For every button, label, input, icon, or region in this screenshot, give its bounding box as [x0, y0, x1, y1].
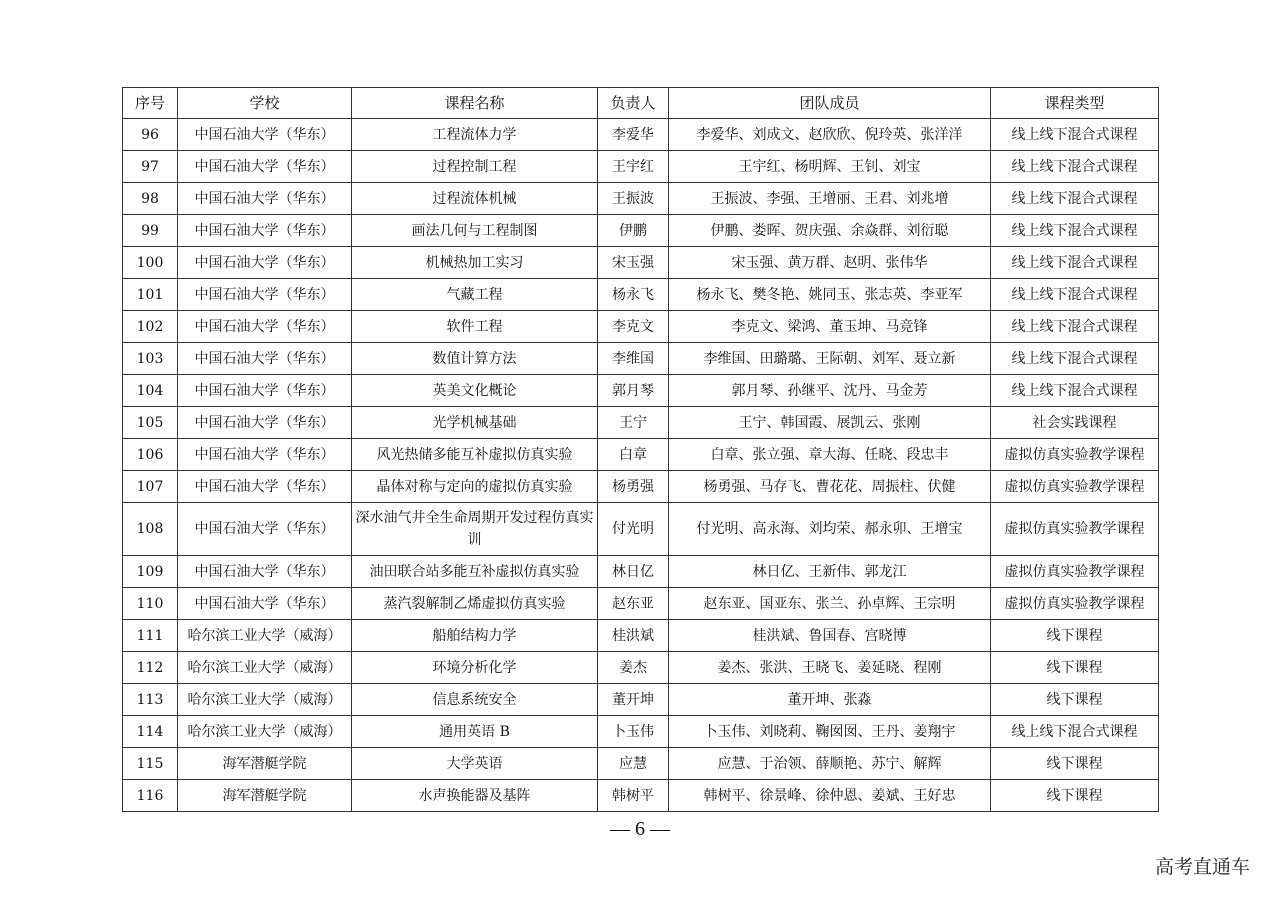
cell-lead: 董开坤	[598, 684, 669, 716]
header-school: 学校	[178, 88, 352, 119]
table-header-row	[123, 88, 1159, 119]
cell-index: 100	[123, 247, 178, 279]
cell-index: 99	[123, 215, 178, 247]
cell-school: 中国石油大学（华东）	[178, 375, 352, 407]
cell-course-name: 深水油气井全生命周期开发过程仿真实训	[352, 503, 598, 556]
cell-lead: 李维国	[598, 343, 669, 375]
table-row	[123, 780, 1159, 812]
cell-school: 哈尔滨工业大学（威海）	[178, 716, 352, 748]
table-row	[123, 247, 1159, 279]
cell-team-members: 应慧、于治领、薛顺艳、苏宁、解辉	[669, 748, 991, 780]
cell-index: 111	[123, 620, 178, 652]
cell-course-type: 线上线下混合式课程	[991, 151, 1159, 183]
cell-team-members: 宋玉强、黄万群、赵明、张伟华	[669, 247, 991, 279]
cell-index: 106	[123, 439, 178, 471]
table-row	[123, 279, 1159, 311]
header-lead: 负责人	[598, 88, 669, 119]
watermark: 高考直通车	[1154, 856, 1250, 878]
table-row	[123, 684, 1159, 716]
cell-lead: 郭月琴	[598, 375, 669, 407]
cell-course-type: 线下课程	[991, 620, 1159, 652]
cell-school: 中国石油大学（华东）	[178, 343, 352, 375]
cell-index: 97	[123, 151, 178, 183]
cell-school: 中国石油大学（华东）	[178, 588, 352, 620]
cell-course-name: 蒸汽裂解制乙烯虚拟仿真实验	[352, 588, 598, 620]
cell-team-members: 姜杰、张洪、王晓飞、姜延晓、程刚	[669, 652, 991, 684]
cell-course-name: 英美文化概论	[352, 375, 598, 407]
cell-index: 104	[123, 375, 178, 407]
cell-school: 中国石油大学（华东）	[178, 311, 352, 343]
cell-index: 113	[123, 684, 178, 716]
cell-lead: 桂洪斌	[598, 620, 669, 652]
cell-index: 109	[123, 556, 178, 588]
cell-index: 96	[123, 119, 178, 151]
cell-school: 中国石油大学（华东）	[178, 407, 352, 439]
table-body	[123, 119, 1159, 812]
cell-lead: 赵东亚	[598, 588, 669, 620]
cell-team-members: 王宇红、杨明辉、王钊、刘宝	[669, 151, 991, 183]
cell-school: 中国石油大学（华东）	[178, 151, 352, 183]
cell-lead: 付光明	[598, 503, 669, 556]
cell-course-type: 线下课程	[991, 780, 1159, 812]
cell-course-type: 虚拟仿真实验教学课程	[991, 439, 1159, 471]
table-row	[123, 588, 1159, 620]
cell-index: 114	[123, 716, 178, 748]
header-index: 序号	[123, 88, 178, 119]
cell-school: 哈尔滨工业大学（威海）	[178, 684, 352, 716]
cell-course-name: 大学英语	[352, 748, 598, 780]
cell-lead: 杨永飞	[598, 279, 669, 311]
table-row	[123, 343, 1159, 375]
cell-lead: 王宇红	[598, 151, 669, 183]
cell-lead: 应慧	[598, 748, 669, 780]
cell-index: 115	[123, 748, 178, 780]
cell-index: 112	[123, 652, 178, 684]
cell-course-type: 线上线下混合式课程	[991, 215, 1159, 247]
cell-team-members: 郭月琴、孙继平、沈丹、马金芳	[669, 375, 991, 407]
cell-team-members: 桂洪斌、鲁国春、宫晓博	[669, 620, 991, 652]
cell-index: 102	[123, 311, 178, 343]
cell-lead: 卜玉伟	[598, 716, 669, 748]
table-row	[123, 471, 1159, 503]
cell-course-name: 通用英语 B	[352, 716, 598, 748]
cell-course-type: 线上线下混合式课程	[991, 279, 1159, 311]
cell-lead: 白章	[598, 439, 669, 471]
cell-school: 中国石油大学（华东）	[178, 439, 352, 471]
table-row	[123, 375, 1159, 407]
cell-school: 中国石油大学（华东）	[178, 503, 352, 556]
cell-school: 哈尔滨工业大学（威海）	[178, 620, 352, 652]
header-course-type: 课程类型	[991, 88, 1159, 119]
table-row	[123, 748, 1159, 780]
cell-team-members: 韩树平、徐景峰、徐仲恩、姜斌、王好忠	[669, 780, 991, 812]
cell-course-name: 晶体对称与定向的虚拟仿真实验	[352, 471, 598, 503]
cell-course-type: 虚拟仿真实验教学课程	[991, 471, 1159, 503]
cell-course-name: 工程流体力学	[352, 119, 598, 151]
course-table	[122, 87, 1159, 812]
table-row	[123, 151, 1159, 183]
cell-team-members: 李克文、梁鸿、董玉坤、马竞锋	[669, 311, 991, 343]
cell-course-name: 气藏工程	[352, 279, 598, 311]
cell-course-type: 线上线下混合式课程	[991, 716, 1159, 748]
cell-course-name: 数值计算方法	[352, 343, 598, 375]
cell-team-members: 杨勇强、马存飞、曹花花、周振柱、伏健	[669, 471, 991, 503]
cell-course-name: 水声换能器及基阵	[352, 780, 598, 812]
header-team-members: 团队成员	[669, 88, 991, 119]
cell-team-members: 李爱华、刘成文、赵欣欣、倪玲英、张洋洋	[669, 119, 991, 151]
cell-school: 中国石油大学（华东）	[178, 471, 352, 503]
cell-team-members: 王振波、李强、王增丽、王君、刘兆增	[669, 183, 991, 215]
cell-team-members: 赵东亚、国亚东、张兰、孙卓辉、王宗明	[669, 588, 991, 620]
cell-course-type: 线下课程	[991, 748, 1159, 780]
table-row	[123, 183, 1159, 215]
cell-school: 中国石油大学（华东）	[178, 215, 352, 247]
table-row	[123, 503, 1159, 556]
cell-index: 110	[123, 588, 178, 620]
cell-course-type: 线上线下混合式课程	[991, 311, 1159, 343]
cell-school: 海军潜艇学院	[178, 748, 352, 780]
cell-lead: 李克文	[598, 311, 669, 343]
cell-team-members: 付光明、高永海、刘均荣、郝永卯、王增宝	[669, 503, 991, 556]
cell-course-name: 过程流体机械	[352, 183, 598, 215]
table-row	[123, 652, 1159, 684]
cell-lead: 伊鹏	[598, 215, 669, 247]
cell-lead: 宋玉强	[598, 247, 669, 279]
header-course-name: 课程名称	[352, 88, 598, 119]
cell-index: 108	[123, 503, 178, 556]
cell-course-type: 线下课程	[991, 652, 1159, 684]
cell-course-type: 线上线下混合式课程	[991, 183, 1159, 215]
table-row	[123, 119, 1159, 151]
table-row	[123, 311, 1159, 343]
cell-index: 105	[123, 407, 178, 439]
page-number: — 6 —	[610, 818, 670, 840]
table-row	[123, 439, 1159, 471]
cell-team-members: 卜玉伟、刘晓莉、鞠囡囡、王丹、姜翔宇	[669, 716, 991, 748]
cell-school: 海军潜艇学院	[178, 780, 352, 812]
cell-team-members: 伊鹏、娄晖、贺庆强、余焱群、刘衍聪	[669, 215, 991, 247]
cell-course-type: 虚拟仿真实验教学课程	[991, 588, 1159, 620]
cell-course-name: 船舶结构力学	[352, 620, 598, 652]
cell-team-members: 林日亿、王新伟、郭龙江	[669, 556, 991, 588]
cell-index: 107	[123, 471, 178, 503]
cell-team-members: 李维国、田璐璐、王际朝、刘军、聂立新	[669, 343, 991, 375]
table-row	[123, 716, 1159, 748]
table-row	[123, 407, 1159, 439]
cell-course-name: 画法几何与工程制图	[352, 215, 598, 247]
cell-course-name: 过程控制工程	[352, 151, 598, 183]
cell-index: 98	[123, 183, 178, 215]
cell-team-members: 白章、张立强、章大海、任晓、段忠丰	[669, 439, 991, 471]
cell-school: 中国石油大学（华东）	[178, 556, 352, 588]
cell-course-name: 环境分析化学	[352, 652, 598, 684]
cell-course-type: 线上线下混合式课程	[991, 375, 1159, 407]
cell-school: 中国石油大学（华东）	[178, 279, 352, 311]
cell-lead: 姜杰	[598, 652, 669, 684]
cell-school: 中国石油大学（华东）	[178, 119, 352, 151]
cell-course-name: 软件工程	[352, 311, 598, 343]
cell-course-name: 光学机械基础	[352, 407, 598, 439]
cell-school: 中国石油大学（华东）	[178, 247, 352, 279]
cell-team-members: 杨永飞、樊冬艳、姚同玉、张志英、李亚军	[669, 279, 991, 311]
cell-course-name: 机械热加工实习	[352, 247, 598, 279]
cell-lead: 杨勇强	[598, 471, 669, 503]
cell-school: 中国石油大学（华东）	[178, 183, 352, 215]
cell-index: 103	[123, 343, 178, 375]
cell-school: 哈尔滨工业大学（威海）	[178, 652, 352, 684]
cell-index: 101	[123, 279, 178, 311]
cell-course-type: 线上线下混合式课程	[991, 247, 1159, 279]
cell-team-members: 董开坤、张淼	[669, 684, 991, 716]
cell-course-type: 社会实践课程	[991, 407, 1159, 439]
cell-course-type: 线下课程	[991, 684, 1159, 716]
table-row	[123, 620, 1159, 652]
cell-course-type: 线上线下混合式课程	[991, 343, 1159, 375]
table-row	[123, 215, 1159, 247]
cell-lead: 李爱华	[598, 119, 669, 151]
cell-course-name: 油田联合站多能互补虚拟仿真实验	[352, 556, 598, 588]
cell-course-type: 虚拟仿真实验教学课程	[991, 556, 1159, 588]
cell-index: 116	[123, 780, 178, 812]
cell-course-name: 风光热储多能互补虚拟仿真实验	[352, 439, 598, 471]
cell-lead: 林日亿	[598, 556, 669, 588]
cell-team-members: 王宁、韩国霞、展凯云、张刚	[669, 407, 991, 439]
cell-lead: 王宁	[598, 407, 669, 439]
cell-lead: 王振波	[598, 183, 669, 215]
cell-course-type: 线上线下混合式课程	[991, 119, 1159, 151]
table-row	[123, 556, 1159, 588]
cell-course-name: 信息系统安全	[352, 684, 598, 716]
cell-course-type: 虚拟仿真实验教学课程	[991, 503, 1159, 556]
cell-lead: 韩树平	[598, 780, 669, 812]
